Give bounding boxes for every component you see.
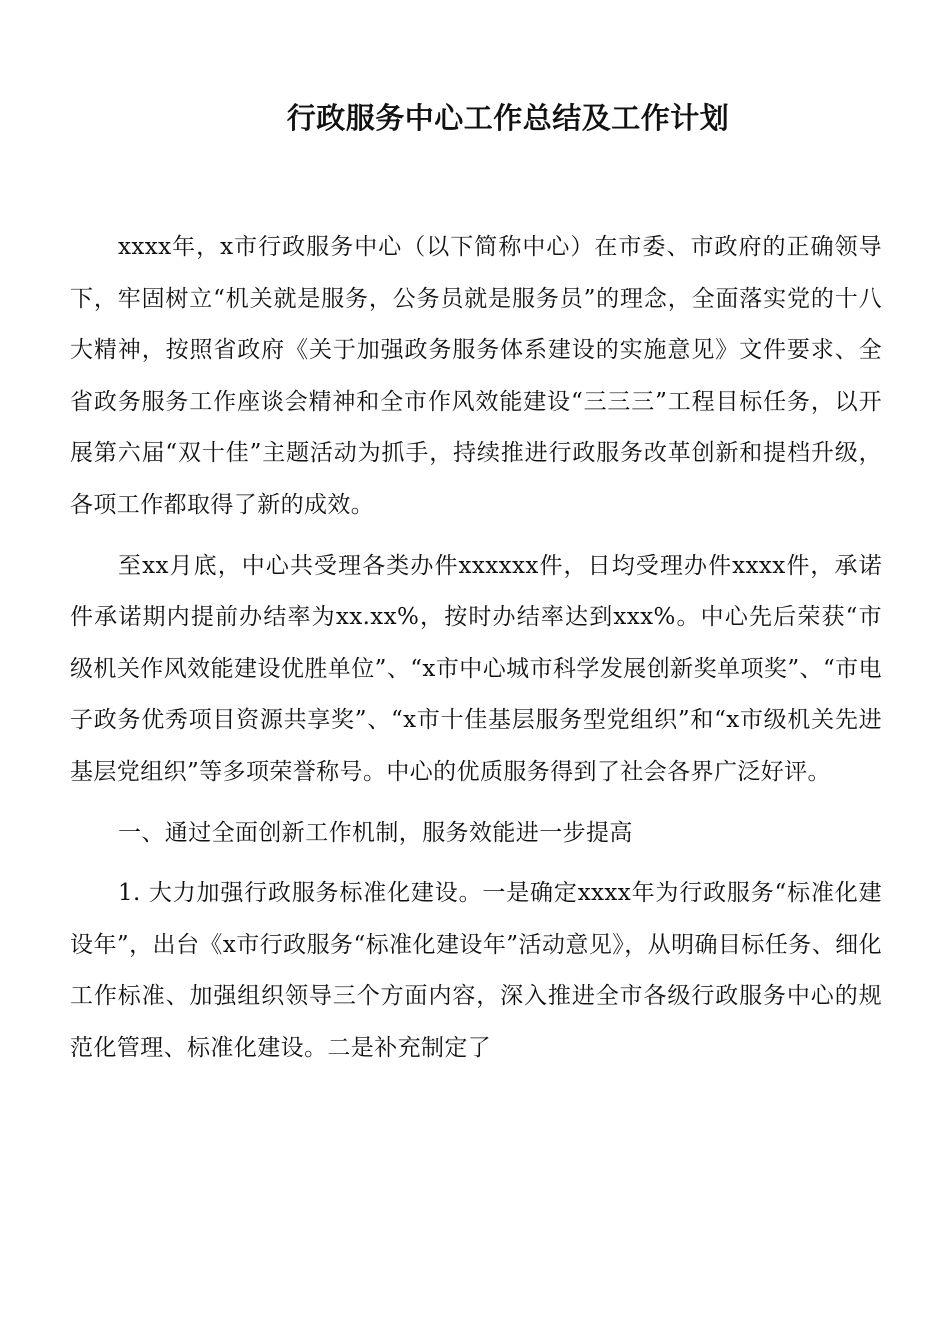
paragraph-statistics: 至xx月底，中心共受理各类办件xxxxxx件，日均受理办件xxxx件，承诺件承诺期内提前办结率为xx.xx%，按时办结率达到xxx%。中心先后荣获“市级机关作风效能建设优胜单位”、“x市中心城市科学发展创新奖单项奖”、“市电子政务优秀项目资源共享奖”、“x市十佳基层服务型党组织”和“x市级机关先进基层党组织”等多项荣誉称号。中心的优质服务得到了社会各界广泛好评。: [70, 552, 882, 785]
section-heading-1: 一、通过全面创新工作机制，服务效能进一步提高: [118, 819, 633, 846]
document-title: 行政服务中心工作总结及工作计划: [286, 101, 730, 135]
paragraph-standardization: 1. 大力加强行政服务标准化建设。一是确定xxxx年为行政服务“标准化建设年”，出台《x市行政服务“标准化建设年”活动意见》，从明确目标任务、细化工作标准、加强组织领导三个方面内容，深入推进全市各级行政服务中心的规范化管理、标准化建设。二是补充制定了: [70, 880, 882, 1061]
paragraph-intro: xxxx年，x市行政服务中心（以下简称中心）在市委、市政府的正确领导下，牢固树立“机关就是服务，公务员就是服务员”的理念，全面落实党的十八大精神，按照省政府《关于加强政务服务体系建设的实施意见》文件要求、全省政务服务工作座谈会精神和全市作风效能建设“三三三”工程目标任务，以开展第六届“双十佳”主题活动为抓手，持续推进行政服务改革创新和提档升级，各项工作都取得了新的成效。: [70, 234, 882, 518]
document-body: [70, 222, 882, 1075]
